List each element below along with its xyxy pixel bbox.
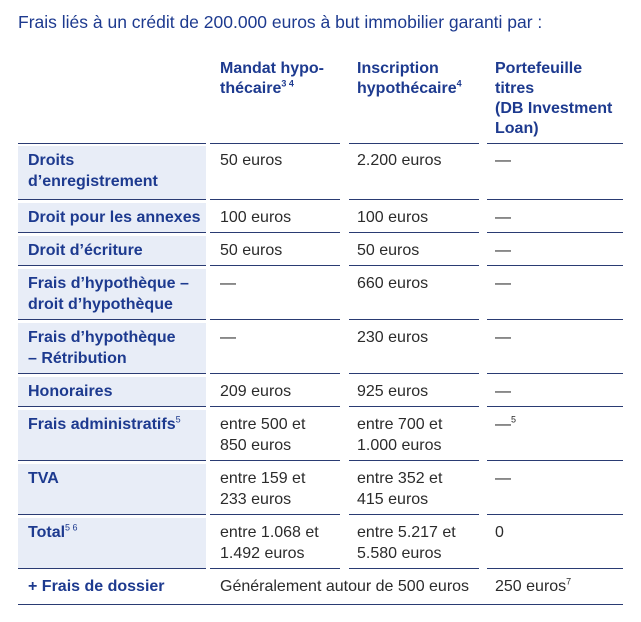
cell-mandat: 209 euros (220, 383, 292, 400)
header-line: titres (495, 80, 535, 97)
cell-mandat: 50 euros (220, 152, 283, 169)
cell-inscription: entre 352 et 415 euros (357, 470, 443, 508)
table-row (18, 269, 623, 320)
cell-inscription: entre 5.217 et 5.580 euros (357, 524, 456, 562)
cell-mandat: 50 euros (220, 242, 283, 259)
cell-portefeuille: — (495, 209, 511, 226)
cell-mandat: 100 euros (220, 209, 292, 226)
row-label: Frais d’hypothèque – droit d’hypothèque (28, 275, 189, 313)
cell-mandat: — (220, 275, 236, 292)
page-title: Frais liés à un crédit de 200.000 euros à but immobilier garanti par : (18, 12, 543, 32)
cell-portefeuille: — (495, 329, 511, 346)
header-line: Loan) (495, 120, 539, 137)
row-label: Droits d’enregistrement (28, 152, 158, 190)
table-row (18, 410, 623, 461)
header-line: Inscription (357, 60, 439, 77)
row-label: Honoraires (28, 383, 113, 400)
header-inscription-hypothecaire (357, 59, 462, 99)
cell-mandat: entre 159 et 233 euros (220, 470, 306, 508)
cell-portefeuille: — (495, 470, 511, 487)
cell-inscription: 925 euros (357, 383, 429, 400)
table-row (18, 236, 623, 266)
table-row (18, 323, 623, 374)
cell-portefeuille: — (495, 152, 511, 169)
row-label: Droit pour les annexes (28, 209, 201, 226)
footnote-ref: 4 (456, 78, 462, 89)
table-row (18, 464, 623, 515)
cell-portefeuille: — (495, 275, 511, 292)
cell-mandat: entre 1.068 et 1.492 euros (220, 524, 319, 562)
table-row (18, 203, 623, 233)
row-label: + Frais de dossier (28, 578, 165, 595)
header-portefeuille-titres (495, 59, 612, 139)
table-row (18, 377, 623, 407)
header-line: thécaire$^{3 4}$ (220, 78, 294, 97)
cell-mandat: entre 500 et 850 euros (220, 416, 306, 454)
header-line: Mandat hypo- (220, 60, 324, 77)
cell-portefeuille: — (495, 242, 511, 259)
footnote-ref: 7 (566, 576, 572, 587)
table-row (18, 572, 623, 605)
row-label: TVA (28, 470, 59, 487)
header-mandat-hypothecaire (220, 59, 324, 99)
row-label: Total$^{5 6}$ (28, 522, 78, 541)
footnote-ref: 5 (175, 414, 181, 425)
table-row (18, 146, 623, 200)
row-label: Droit d’écriture (28, 242, 143, 259)
cell-mandat: — (220, 329, 236, 346)
cell-portefeuille: 0 (495, 524, 504, 541)
cell-mandat-inscription: Généralement autour de 500 euros (220, 578, 470, 595)
cell-inscription: 230 euros (357, 329, 429, 346)
header-line: Portefeuille (495, 60, 583, 77)
cell-inscription: entre 700 et 1.000 euros (357, 416, 443, 454)
footnote-ref: 5 6 (65, 522, 78, 533)
header-line: hypothécaire$^4$ (357, 78, 462, 97)
cell-inscription: 2.200 euros (357, 152, 442, 169)
footnote-ref: 5 (511, 414, 517, 425)
cell-inscription: 660 euros (357, 275, 429, 292)
cell-portefeuille: — (495, 383, 511, 400)
cell-inscription: 100 euros (357, 209, 429, 226)
cell-portefeuille: —$^5$ (495, 414, 517, 433)
header-rule (18, 143, 623, 144)
table-row (18, 518, 623, 569)
header-line: (DB Investment (495, 100, 613, 117)
row-label: Frais administratifs$^5$ (28, 414, 181, 433)
cell-portefeuille: 250 euros$^7$ (495, 576, 572, 595)
footnote-ref: 3 4 (281, 78, 294, 89)
row-label: Frais d’hypothèque – Rétribution (28, 329, 176, 367)
cell-inscription: 50 euros (357, 242, 420, 259)
